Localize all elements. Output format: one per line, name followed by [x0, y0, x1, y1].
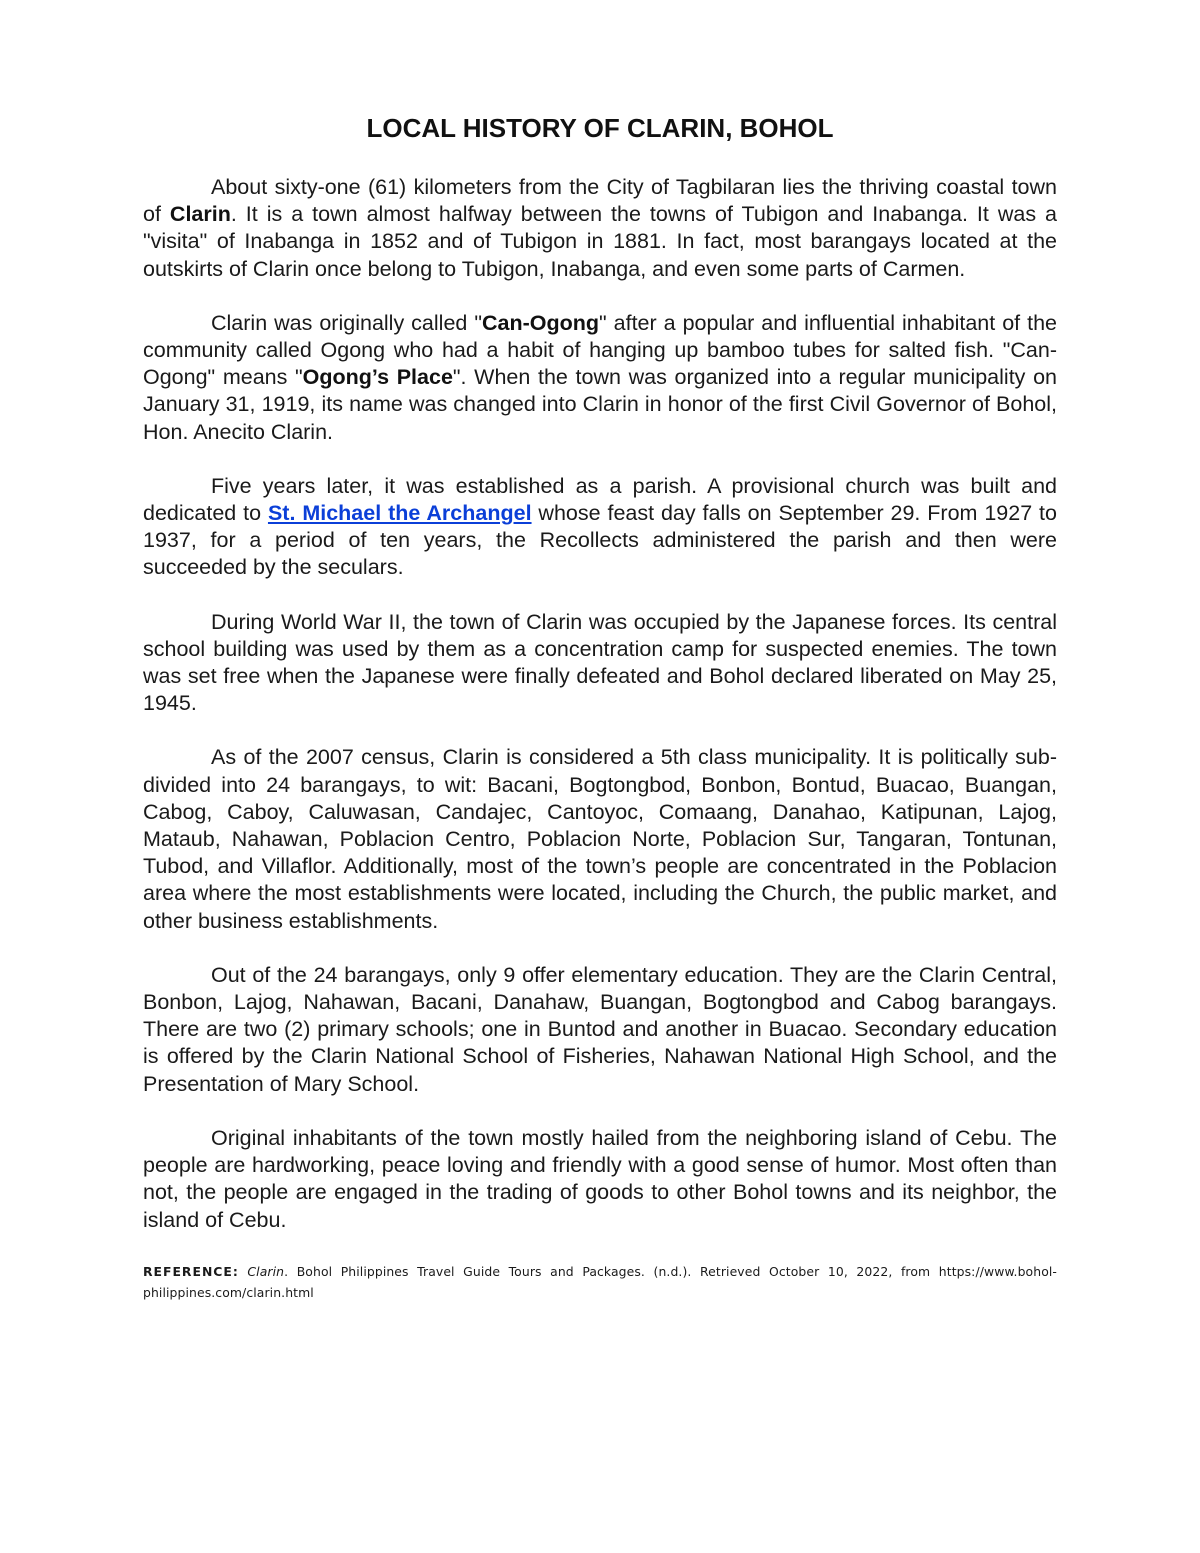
paragraph-3: [143, 473, 1057, 582]
st-michael-link[interactable]: St. Michael the Archangel: [267, 501, 532, 526]
paragraph-5: As of the 2007 census, Clarin is considered a 5th class municipality. It is politically sub-divided into 24 barangays, to wit: Bacani, Bogtongbod, Bonbon, Bontud, Buacao, Buangan, Cabog, Caboy, Caluwasan, Candajec, Cantoyoc, Comaang, Danahao, Katipunan, Lajog, Mataub, Nahawan, Poblacion Centro, Poblacion Norte, Poblacion Sur, Tangaran, Tontunan, Tubod, and Villaflor. Additionally, most of the town’s people are concentrated in the Poblacion area where the most establishments were located, including the Church, the public market, and other business establishments.: [143, 745, 1057, 933]
p1-text-c: . It is a town almost halfway between the towns of Tubigon and Inabanga. It was a "visita" of Inabanga in 1852 and of Tubigon in 1881. In fact, most barangays located at the outskirts of Clarin once belong to Tubigon, Inabanga, and even some parts of Carmen.: [143, 202, 1057, 281]
p2-text-e: ". When the town was organized into a regular municipality on January 31, 1919, its name was changed into Clarin in honor of the first Civil Governor of Bohol, Hon. Anecito Clarin.: [143, 365, 1057, 444]
document-title: LOCAL HISTORY OF CLARIN, BOHOL: [366, 113, 834, 143]
reference-label: REFERENCE:: [143, 1263, 239, 1279]
p2-bold-ogongs-place: Ogong’s Place: [302, 365, 453, 390]
reference-text: . Bohol Philippines Travel Guide Tours and Packages. (n.d.). Retrieved October 10, 2022, from https://www.bohol-philippines.com/clarin.html: [143, 1263, 1057, 1300]
reference-title: Clarin: [247, 1263, 285, 1279]
p2-text-a: Clarin was originally called ": [211, 310, 482, 335]
p2-bold-can-ogong: Can-Ogong: [481, 310, 600, 335]
p1-bold-clarin: Clarin: [169, 202, 231, 227]
paragraph-1: [143, 174, 1057, 283]
reference-citation: [143, 1261, 1057, 1303]
paragraph-6: Out of the 24 barangays, only 9 offer elementary education. They are the Clarin Central, Bonbon, Lajog, Nahawan, Bacani, Danahaw, Buangan, Bogtongbod and Cabog barangays. There are two (2) primary schools; one in Buntod and another in Buacao. Secondary education is offered by the Clarin National School of Fisheries, Nahawan National High School, and the Presentation of Mary School.: [143, 962, 1057, 1096]
paragraph-4: During World War II, the town of Clarin was occupied by the Japanese forces. Its central school building was used by them as a concentration camp for suspected enemies. The town was set free when the Japanese were finally defeated and Bohol declared liberated on May 25, 1945.: [143, 609, 1057, 716]
paragraph-7: Original inhabitants of the town mostly hailed from the neighboring island of Cebu. The people are hardworking, peace loving and friendly with a good sense of humor. Most often than not, the people are engaged in the trading of goods to other Bohol towns and its neighbor, the island of Cebu.: [143, 1125, 1057, 1232]
p3-text-a: Five years later, it was established as a parish. A provisional church was built and dedicated to: [143, 473, 1057, 526]
paragraph-2: [143, 310, 1057, 446]
p1-text-a: About sixty-one (61) kilometers from the City of Tagbilaran lies the thriving coastal town of: [143, 175, 1057, 227]
p3-text-c: whose feast day falls on September 29. From 1927 to 1937, for a period of ten years, the Recollects administered the parish and then were succeeded by the seculars.: [143, 501, 1057, 580]
p2-text-c: " after a popular and influential inhabitant of the community called Ogong who had a habit of hanging up bamboo tubes for salted fish. "Can-Ogong" means ": [143, 310, 1057, 390]
